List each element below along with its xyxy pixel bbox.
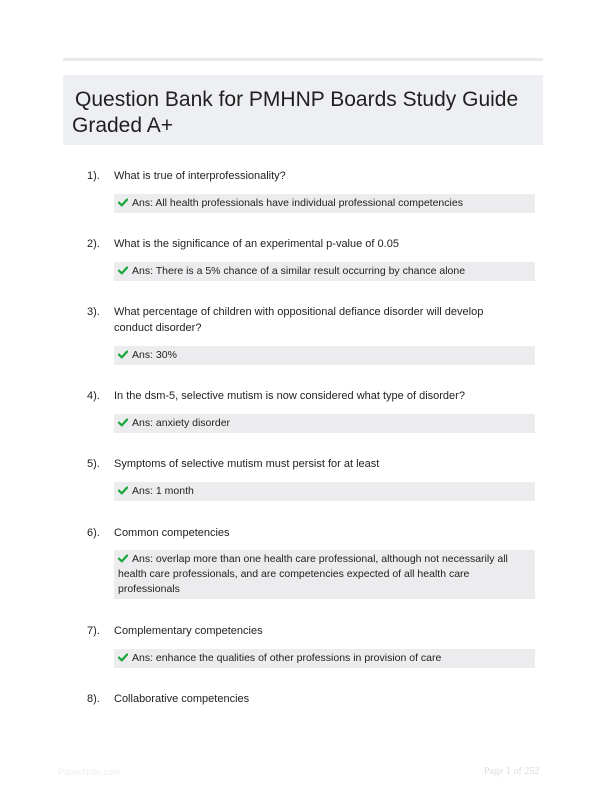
answer-box	[114, 649, 535, 668]
answer-text: Ans: overlap more than one health care professional, although not necessarily all health care professionals, and are competencies expected of all health care professionals	[118, 553, 508, 595]
question-number: 2).	[87, 238, 100, 250]
question-text: What percentage of children with oppositional defiance disorder will develop conduct disorder?	[114, 306, 484, 334]
answer-text: Ans: enhance the qualities of other professions in provision of care	[132, 652, 442, 664]
question-number: 7).	[87, 625, 100, 637]
title-line-2: Graded A+	[72, 114, 173, 137]
answer-text: Ans: anxiety disorder	[132, 417, 231, 429]
answer-text: Ans: 30%	[132, 349, 177, 361]
question-number: 4).	[87, 390, 100, 402]
question-text: Collaborative competencies	[114, 693, 250, 705]
title-line-1: Question Bank for PMHNP Boards Study Guide	[75, 88, 519, 111]
question-text: What is the significance of an experimental p-value of 0.05	[114, 238, 399, 250]
question-number: 3).	[87, 306, 100, 318]
question-number: 6).	[87, 527, 100, 539]
answer-box	[114, 346, 535, 365]
question-text: What is true of interprofessionality?	[114, 170, 286, 182]
answer-text: Ans: 1 month	[132, 485, 194, 497]
check-icon	[118, 653, 128, 662]
question-text: Complementary competencies	[114, 625, 263, 637]
answer-box	[114, 194, 535, 213]
check-icon	[118, 418, 128, 427]
check-icon	[118, 350, 128, 359]
answer-box	[114, 482, 535, 501]
check-icon	[118, 198, 128, 207]
answer-box	[114, 414, 535, 433]
answer-box	[114, 262, 535, 281]
question-text: Common competencies	[114, 527, 230, 539]
footer-watermark: PaperNote.com	[58, 767, 121, 777]
question-text: In the dsm-5, selective mutism is now considered what type of disorder?	[114, 390, 465, 402]
question-number: 8).	[87, 693, 100, 705]
answer-text: Ans: All health professionals have individual professional competencies	[132, 197, 463, 209]
check-icon	[118, 266, 128, 275]
question-number: 5).	[87, 458, 100, 470]
check-icon	[118, 486, 128, 495]
check-icon	[118, 554, 128, 563]
answer-box	[114, 550, 535, 599]
question-number: 1).	[87, 170, 100, 182]
page-number: Page 1 of 252	[484, 766, 540, 777]
question-text: Symptoms of selective mutism must persist for at least	[114, 458, 380, 470]
answer-text: Ans: There is a 5% chance of a similar result occurring by chance alone	[132, 265, 466, 277]
